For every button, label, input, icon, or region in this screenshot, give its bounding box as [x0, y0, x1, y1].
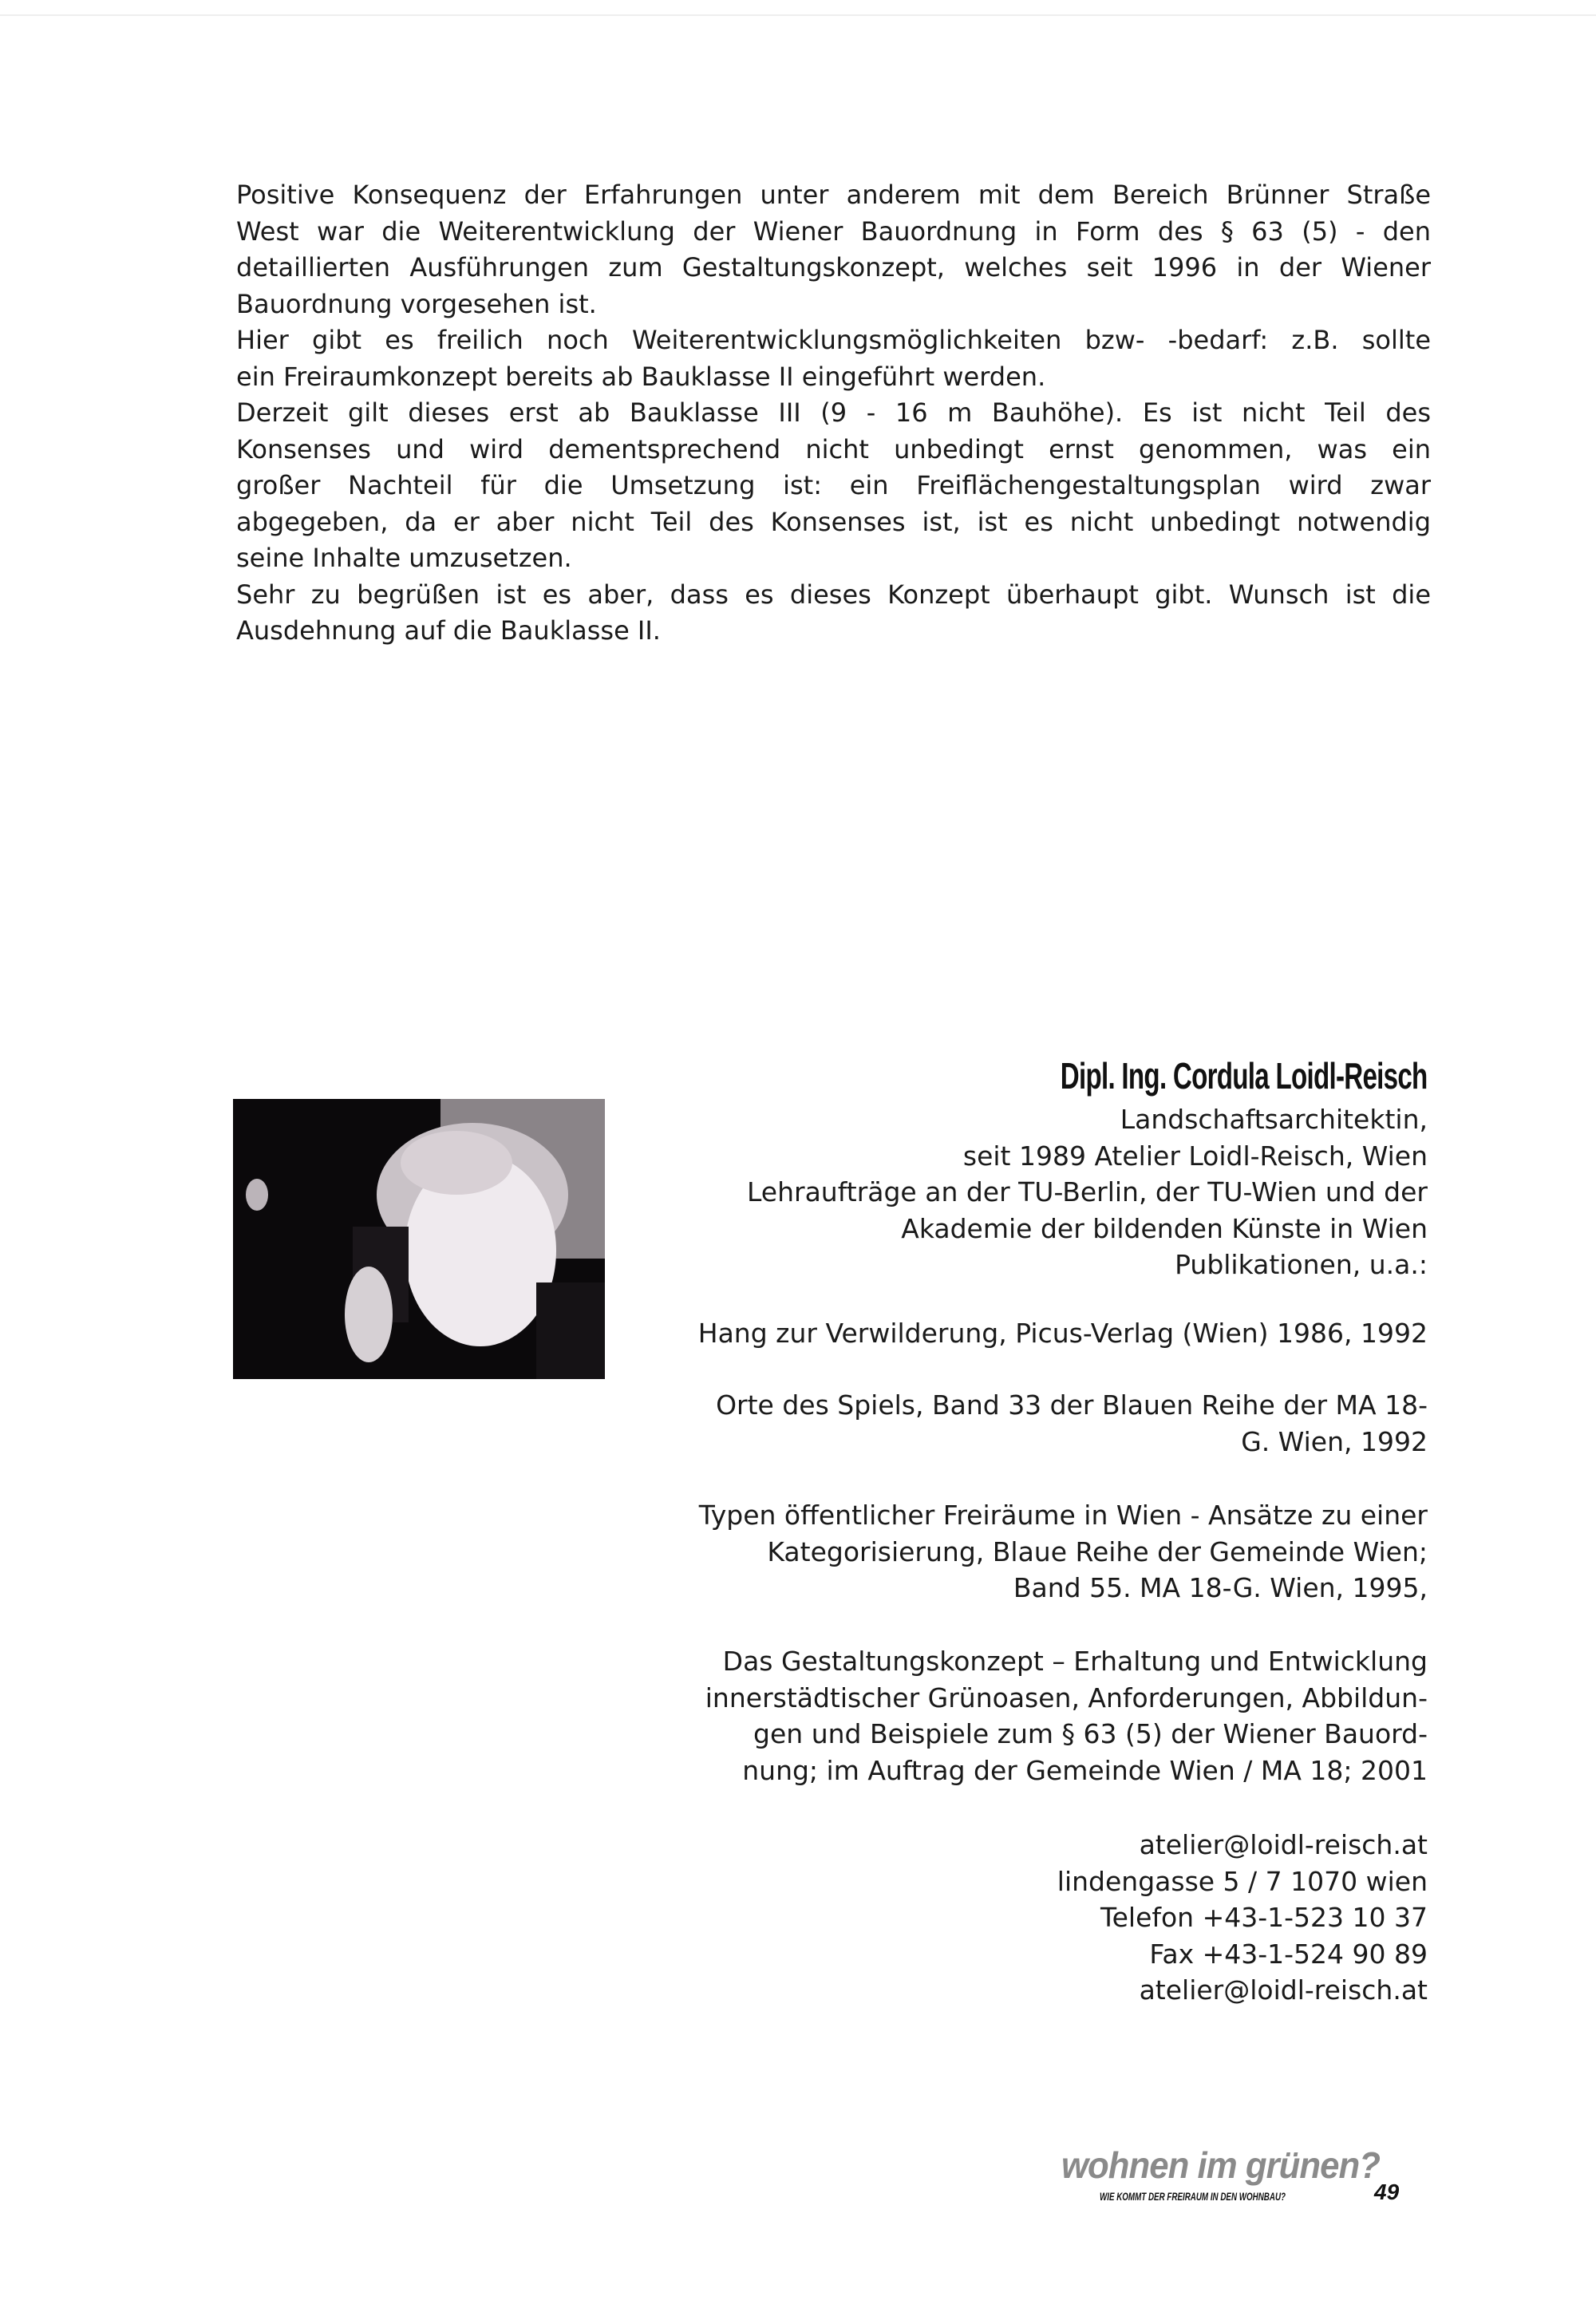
- text-line: atelier@loidl-reisch.at: [1139, 1974, 1428, 2006]
- text-line: Das Gestaltungskonzept – Erhaltung und Entwicklung: [722, 1646, 1428, 1677]
- paragraph-line: detaillierten Ausführungen zum Gestaltungskonzept, welches seit 1996 in der Wiener: [236, 252, 1431, 283]
- footer-logo-subtitle: WIE KOMMT DER FREIRAUM IN DEN WOHNBAU?: [1100, 2190, 1286, 2203]
- text-line: Lehraufträge an der TU-Berlin, der TU-Wien und der: [746, 1176, 1428, 1207]
- contact-block: [550, 1827, 1428, 2009]
- page-number: 49: [1374, 2180, 1400, 2204]
- author-name: Dipl. Ing. Cordula Loidl-Reisch: [1061, 1055, 1428, 1097]
- text-line: Publikationen, u.a.:: [1175, 1249, 1428, 1280]
- paragraph-line: abgegeben, da er aber nicht Teil des Konsenses ist, ist es nicht unbedingt notwendig: [236, 506, 1431, 537]
- text-line: Akademie der bildenden Künste in Wien: [901, 1212, 1428, 1244]
- paragraph-line: großer Nachteil für die Umsetzung ist: ein Freiflächengestaltungsplan wird zwar: [236, 470, 1431, 500]
- text-line: nung; im Auftrag der Gemeinde Wien / MA 18; 2001: [742, 1754, 1428, 1786]
- text-line: seit 1989 Atelier Loidl-Reisch, Wien: [962, 1140, 1428, 1172]
- text-line: Typen öffentlicher Freiräume in Wien - Ansätze zu einer: [698, 1500, 1428, 1531]
- publication-2: [550, 1387, 1428, 1460]
- publication-1: [550, 1315, 1428, 1352]
- paragraph-line: seine Inhalte umzusetzen.: [236, 543, 572, 573]
- text-line: Telefon +43-1-523 10 37: [1100, 1902, 1428, 1933]
- text-line: G. Wien, 1992: [1241, 1425, 1428, 1457]
- publication-3: [550, 1497, 1428, 1607]
- text-line: Fax +43-1-524 90 89: [1149, 1938, 1428, 1970]
- footer-logo-title: wohnen im grünen?: [1061, 2144, 1380, 2186]
- paragraph-line: West war die Weiterentwicklung der Wiener Bauordnung in Form des § 63 (5) - den: [236, 215, 1431, 247]
- paragraph-line: Bauordnung vorgesehen ist.: [236, 288, 597, 319]
- author-bio: [550, 1101, 1428, 1283]
- text-line: innerstädtischer Grünoasen, Anforderungen, Abbildun-: [705, 1682, 1428, 1713]
- text-line: gen und Beispiele zum § 63 (5) der Wiener Bauord-: [753, 1718, 1428, 1749]
- paragraph-line: Derzeit gilt dieses erst ab Bauklasse III (9 - 16 m Bauhöhe). Es ist nicht Teil des: [236, 397, 1431, 428]
- paragraph-line: Ausdehnung auf die Bauklasse II.: [236, 615, 661, 646]
- text-line: lindengasse 5 / 7 1070 wien: [1057, 1865, 1428, 1897]
- paragraph-line: Hier gibt es freilich noch Weiterentwicklungsmöglichkeiten bzw- -bedarf: z.B. sollte: [236, 325, 1431, 355]
- paragraph-line: Positive Konsequenz der Erfahrungen unter anderem mit dem Bereich Brünner Straße: [236, 180, 1431, 210]
- body-text: [236, 177, 1431, 650]
- text-line: Band 55. MA 18-G. Wien, 1995,: [1013, 1572, 1428, 1603]
- paragraph-line: Sehr zu begrüßen ist es aber, dass es dieses Konzept überhaupt gibt. Wunsch ist die: [236, 579, 1431, 610]
- scan-edge: [0, 14, 1596, 16]
- publication-line: Hang zur Verwilderung, Picus-Verlag (Wien) 1986, 1992: [697, 1318, 1428, 1349]
- paragraph-line: Konsenses und wird dementsprechend nicht unbedingt ernst genommen, was ein: [236, 433, 1431, 464]
- publication-4: [550, 1643, 1428, 1788]
- text-line: Orte des Spiels, Band 33 der Blauen Reihe der MA 18-: [716, 1389, 1428, 1421]
- paragraph-line: ein Freiraumkonzept bereits ab Bauklasse II eingeführt werden.: [236, 361, 1046, 392]
- text-line: atelier@loidl-reisch.at: [1139, 1829, 1428, 1860]
- text-line: Landschaftsarchitektin,: [1120, 1104, 1428, 1135]
- text-line: Kategorisierung, Blaue Reihe der Gemeinde Wien;: [767, 1535, 1428, 1567]
